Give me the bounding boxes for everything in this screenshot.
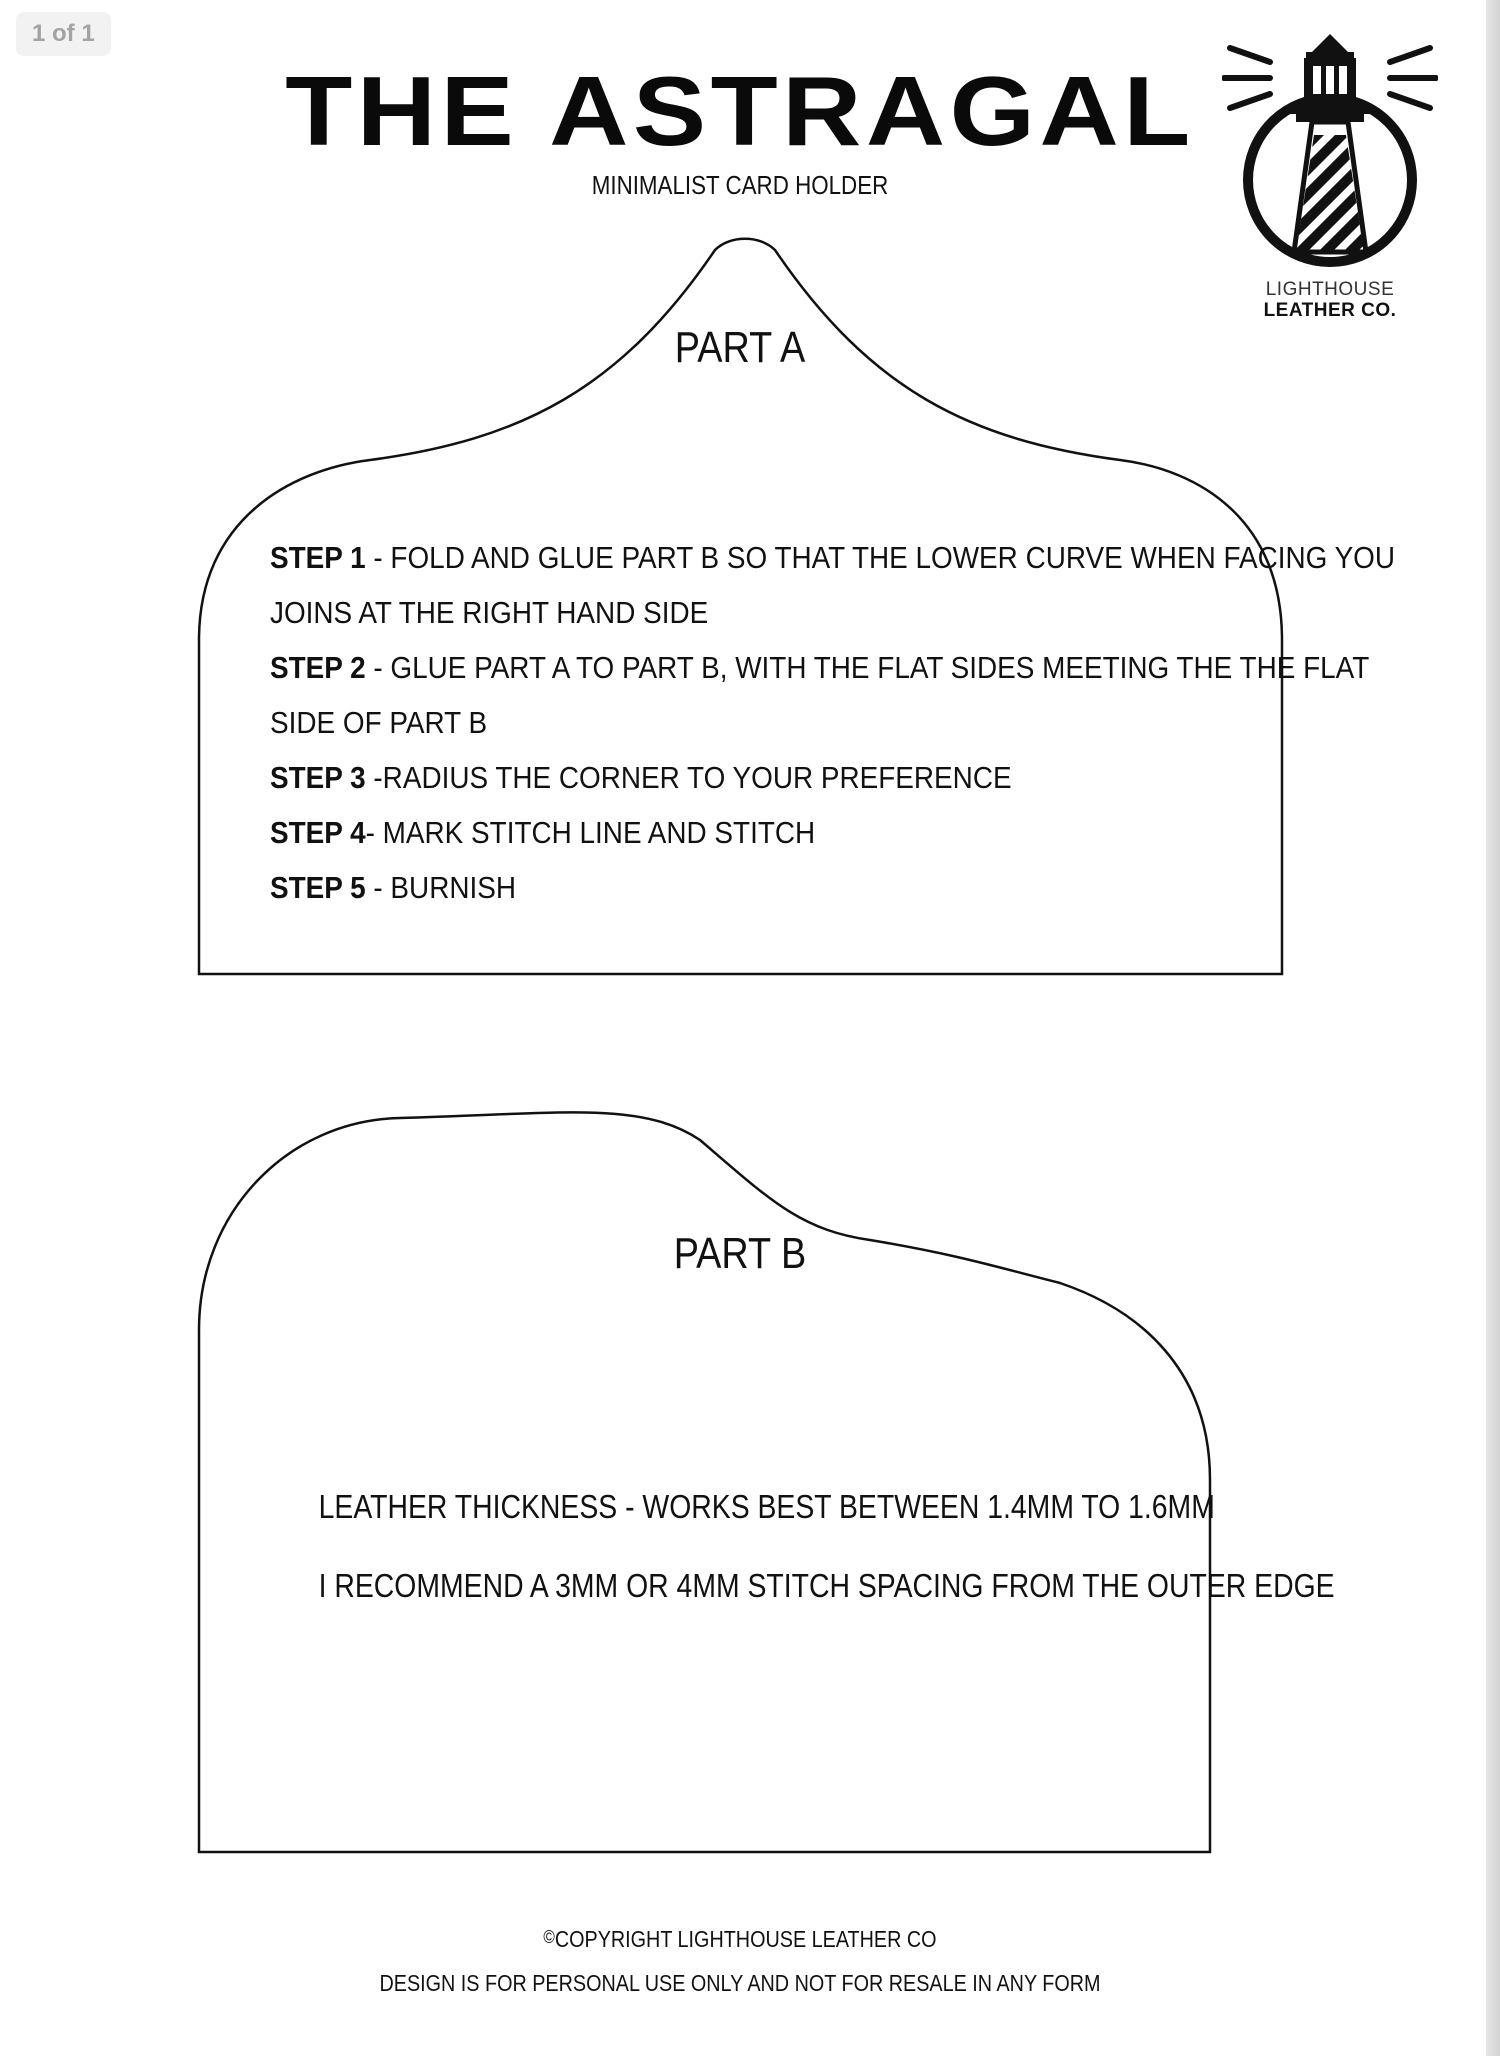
page-indicator: 1 of 1 xyxy=(16,12,111,56)
page-title: THE ASTRAGAL xyxy=(285,56,1195,166)
step-line: STEP 3 -RADIUS THE CORNER TO YOUR PREFERENCE xyxy=(270,760,1012,795)
part-b-label: PART B xyxy=(673,1229,807,1278)
logo-text-lighthouse: LIGHTHOUSE xyxy=(1265,279,1395,300)
page-subtitle: MINIMALIST CARD HOLDER xyxy=(591,170,889,200)
step-line: STEP 4- MARK STITCH LINE AND STITCH xyxy=(270,815,816,850)
step-line: STEP 1 - FOLD AND GLUE PART B SO THAT THE LOWER CURVE WHEN FACING YOU xyxy=(270,540,1396,575)
copyright-symbol: © xyxy=(543,1927,555,1947)
usage-disclaimer: DESIGN IS FOR PERSONAL USE ONLY AND NOT FOR RESALE IN ANY FORM xyxy=(379,1970,1101,1996)
part-b-outline xyxy=(199,1112,1335,1852)
stitch-spacing-note: I RECOMMEND A 3MM OR 4MM STITCH SPACING FROM THE OUTER EDGE xyxy=(318,1567,1335,1604)
step-line: JOINS AT THE RIGHT HAND SIDE xyxy=(270,595,709,630)
leather-thickness-note: LEATHER THICKNESS - WORKS BEST BETWEEN 1.4MM TO 1.6MM xyxy=(318,1488,1215,1525)
step-line: SIDE OF PART B xyxy=(270,705,488,740)
step-line: STEP 2 - GLUE PART A TO PART B, WITH THE FLAT SIDES MEETING THE THE FLAT xyxy=(270,650,1370,685)
part-a-label: PART A xyxy=(674,323,806,372)
assembly-steps xyxy=(270,530,1396,915)
copyright-line: ©COPYRIGHT LIGHTHOUSE LEATHER CO xyxy=(543,1926,937,1952)
logo-text-leather-co: LEATHER CO. xyxy=(1263,300,1397,321)
step-line: STEP 5 - BURNISH xyxy=(270,870,517,905)
